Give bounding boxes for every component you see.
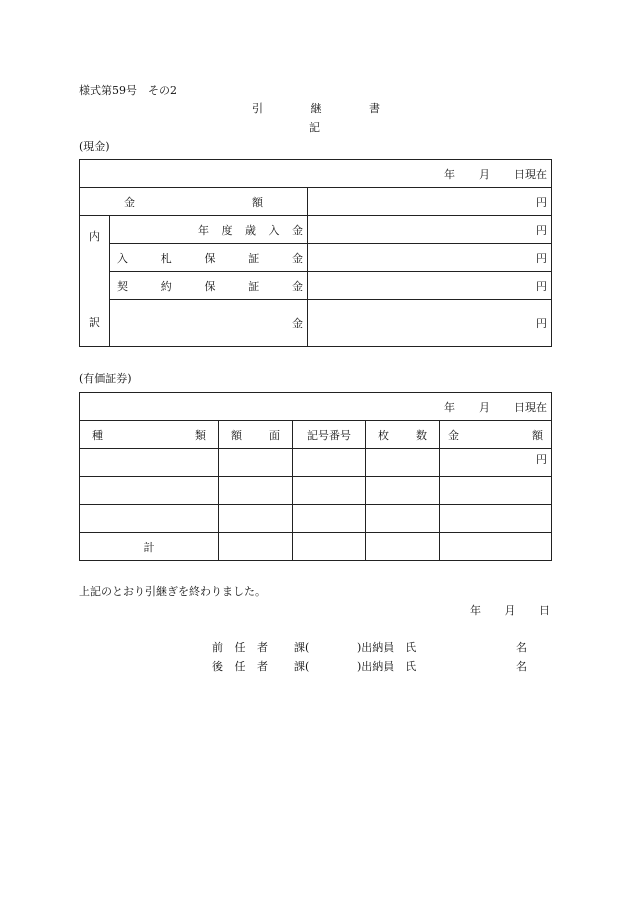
role-char: 任 [234,641,246,654]
label-char: 保 [204,279,216,293]
header-char: 金 [448,428,459,442]
table-cell [366,505,440,533]
date-month: 月 [479,400,491,414]
role-char: 任 [234,660,246,673]
header-char: 枚 [378,428,389,442]
date-year: 年 [470,604,481,617]
treasurer-label: )出納員 氏 [357,641,417,654]
role-char: 後 [212,660,223,673]
row-value-cell [308,244,552,272]
label-char: 金 [292,279,303,293]
label-char: 度 [221,223,233,237]
title-char: 継 [310,102,322,115]
table-cell [293,505,366,533]
row-label-cell [110,272,308,300]
cash-table [79,159,552,347]
label-char: 札 [160,251,172,265]
securities-date-cell [80,393,552,421]
header-char: 面 [269,428,280,442]
securities-section-label: (有価証券) [79,372,132,385]
amount-label-cell [80,188,308,216]
role-char: 者 [257,641,268,654]
table-cell [440,449,552,477]
amount-value-cell [308,188,552,216]
yen-unit: 円 [536,195,547,209]
header-char: 数 [416,428,427,442]
breakdown-char: 訳 [89,316,100,329]
date-day: 日現在 [514,167,547,181]
table-cell [219,477,293,505]
header-count [366,421,440,449]
table-cell [219,533,293,561]
date-month: 月 [504,604,516,617]
amount-label-char: 額 [252,195,263,209]
label-char: 入 [117,251,128,265]
table-cell [366,533,440,561]
row-label-cell [110,216,308,244]
dept-label: 課( [294,641,310,654]
table-cell [366,449,440,477]
table-cell [293,533,366,561]
dept-label: 課( [294,660,310,673]
label-char: 金 [292,251,303,265]
row-value-cell [308,300,552,347]
yen-unit: 円 [536,317,547,330]
title-char: 書 [369,102,380,115]
row-value-cell [308,216,552,244]
breakdown-char: 内 [89,230,100,243]
document-title [252,100,380,116]
document-subtitle: 記 [309,121,320,134]
total-label-cell [80,533,219,561]
date-month: 月 [479,167,490,181]
role-char: 前 [212,641,223,654]
signature-line-predecessor [212,639,528,653]
role-char: 者 [257,660,268,673]
row-label-cell [110,244,308,272]
yen-unit: 円 [536,223,547,237]
header-char: 額 [231,428,242,442]
label-char: 歳 [245,223,256,237]
table-cell [80,477,219,505]
header-char: 記号番号 [307,428,351,442]
table-cell [440,505,552,533]
row-value-cell [308,272,552,300]
label-char: 保 [204,251,216,265]
date-day: 日 [539,604,550,617]
label-char: 金 [292,317,303,330]
yen-unit: 円 [536,453,548,466]
yen-unit: 円 [536,279,547,293]
treasurer-label: )出納員 氏 [357,660,417,673]
breakdown-label-cell [80,216,110,347]
header-char: 類 [195,428,206,442]
row-label-cell [110,300,308,347]
table-cell [80,449,219,477]
label-char: 入 [268,223,280,237]
total-label: 計 [143,540,155,554]
name-end-label: 名 [516,641,527,654]
date-year: 年 [444,167,455,181]
header-kind [80,421,219,449]
form-number: 様式第59号 その2 [79,84,177,97]
table-cell [219,505,293,533]
name-end-label: 名 [516,660,527,673]
table-cell [219,449,293,477]
signature-line-successor [212,658,528,672]
label-char: 金 [292,223,303,237]
table-cell [366,477,440,505]
header-serial [293,421,366,449]
completion-statement: 上記のとおり引継ぎを終わりました。 [79,585,266,598]
table-cell [440,533,552,561]
label-char: 証 [248,279,260,293]
table-cell [293,449,366,477]
label-char: 証 [248,251,260,265]
table-cell [440,477,552,505]
securities-table [79,392,552,561]
label-char: 契 [117,279,128,293]
date-year: 年 [444,400,456,414]
title-char: 引 [252,102,263,115]
header-char: 額 [532,428,544,442]
label-char: 約 [160,279,172,293]
header-amount [440,421,552,449]
table-cell [80,505,219,533]
header-face-value [219,421,293,449]
table-cell [293,477,366,505]
cash-date-cell [80,160,552,188]
amount-label-char: 金 [124,195,135,209]
label-char: 年 [198,223,209,237]
cash-section-label: (現金) [79,140,110,153]
yen-unit: 円 [536,251,547,265]
header-char: 種 [92,428,103,442]
date-day: 日現在 [514,400,548,414]
footer-date [470,602,550,618]
